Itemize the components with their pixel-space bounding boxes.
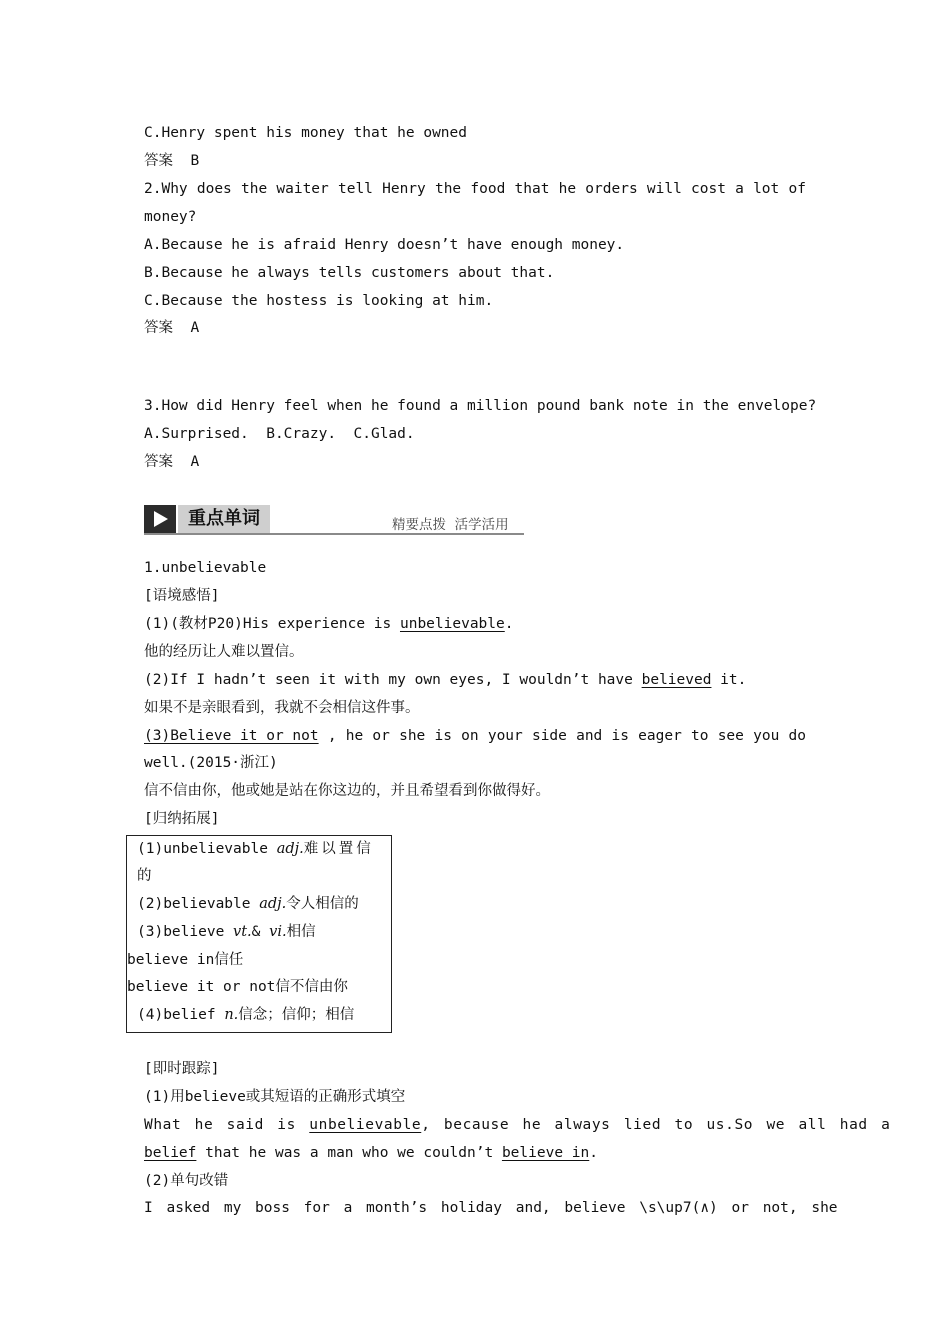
practice-2-label: (2)单句改错 [144, 1173, 229, 1189]
example-3-cn: 信不信由你，他或她是站在你这边的，并且希望看到你做得好。 [144, 783, 550, 799]
answer-blank: believed [641, 672, 712, 688]
section-divider [144, 533, 524, 535]
word: you [753, 728, 780, 744]
section-banner [144, 505, 524, 535]
summary-line: believe in信任 [127, 952, 244, 968]
word: he [345, 728, 364, 744]
context-label: [语境感悟] [144, 588, 220, 604]
word: will [646, 181, 682, 197]
word: your [487, 728, 523, 744]
q2-option-b: B.Because he always tells customers about that. [144, 265, 555, 281]
text-run: What he said is [144, 1117, 310, 1133]
word: waiter [276, 181, 329, 197]
text-run: I asked my boss for a month’s holiday and, believe \s\up7(∧) or not, she [144, 1200, 838, 1216]
answer-blank: unbelievable [399, 616, 505, 632]
q2-question-cont: money? [144, 209, 197, 225]
word: tell [337, 181, 373, 197]
word: eager [638, 728, 682, 744]
word: 2.Why [144, 181, 188, 197]
practice-label: [即时跟踪] [144, 1061, 220, 1077]
q1-answer: 答案 B [144, 153, 200, 169]
practice-1-label: (1)用believe或其短语的正确形式填空 [144, 1089, 406, 1105]
word: to [691, 728, 709, 744]
word: she [399, 728, 426, 744]
word: of [788, 181, 806, 197]
summary-line: (2)believable adj.令人相信的 [137, 896, 359, 912]
practice-2-line-1 [144, 1198, 838, 1218]
q2-option-c: C.Because the hostess is looking at him. [144, 293, 494, 309]
word: is [611, 728, 629, 744]
word: lot [753, 181, 780, 197]
example-3 [144, 726, 806, 746]
word: a [735, 181, 744, 197]
section-title: 重点单词 [178, 505, 270, 533]
word: food [470, 181, 506, 197]
word: is [434, 728, 452, 744]
word: and [576, 728, 603, 744]
summary-line: (4)belief n.信念；信仰；相信 [137, 1007, 355, 1023]
summary-line: believe it or not信不信由你 [127, 979, 348, 995]
answer-blank: (3)Believe it or not [144, 728, 319, 744]
word: he [558, 181, 577, 197]
summary-line: 的 [137, 868, 152, 884]
word: side [531, 728, 567, 744]
play-arrow-icon [144, 505, 176, 533]
word: that [514, 181, 550, 197]
example-2: (2)If I hadn’t seen it with my own eyes, I wouldn’t have believed it. [144, 672, 747, 688]
summary-label: [归纳拓展] [144, 811, 220, 827]
q3-answer: 答案 A [144, 454, 200, 470]
practice-1-line-1 [144, 1115, 891, 1135]
practice-1-line-2: belief that he was a man who we couldn’t believe in. [144, 1145, 598, 1161]
summary-box [126, 835, 392, 1033]
example-3-cont: well.(2015·浙江) [144, 755, 278, 771]
example-1-cn: 他的经历让人难以置信。 [144, 644, 304, 660]
word: on [461, 728, 479, 744]
answer-blank: unbelievable [309, 1117, 422, 1133]
summary-line: (1)unbelievable adj.难以置信 [137, 841, 374, 857]
summary-line: (3)believe vt.& vi.相信 [137, 924, 316, 940]
q3-options: A.Surprised. B.Crazy. C.Glad. [144, 426, 415, 442]
section-subtitle: 精要点拨 活学活用 [392, 517, 509, 533]
example-2-cn: 如果不是亲眼看到，我就不会相信这件事。 [144, 700, 420, 716]
word: cost [691, 181, 726, 197]
q3-question: 3.How did Henry feel when he found a million pound bank note in the envelope? [144, 398, 817, 414]
word: Henry [382, 181, 426, 197]
word: or [372, 728, 390, 744]
word: , [327, 728, 337, 744]
answer-blank: belief [144, 1145, 197, 1161]
q2-option-a: A.Because he is afraid Henry doesn’t have enough money. [144, 237, 625, 253]
word: the [434, 181, 462, 197]
q1-option-c: C.Henry spent his money that he owned [144, 125, 468, 141]
word: do [788, 728, 806, 744]
text-run: , because he always lied to us.So we all had a [421, 1117, 891, 1133]
word-heading: 1.unbelievable [144, 560, 267, 576]
word: see [717, 728, 744, 744]
word: orders [585, 181, 638, 197]
word: does [196, 181, 232, 197]
answer-blank: believe in [501, 1145, 590, 1161]
q2-answer: 答案 A [144, 320, 200, 336]
word: the [240, 181, 268, 197]
example-1: (1)(教材P20)His experience is unbelievable. [144, 616, 514, 632]
q2-question [144, 179, 806, 199]
